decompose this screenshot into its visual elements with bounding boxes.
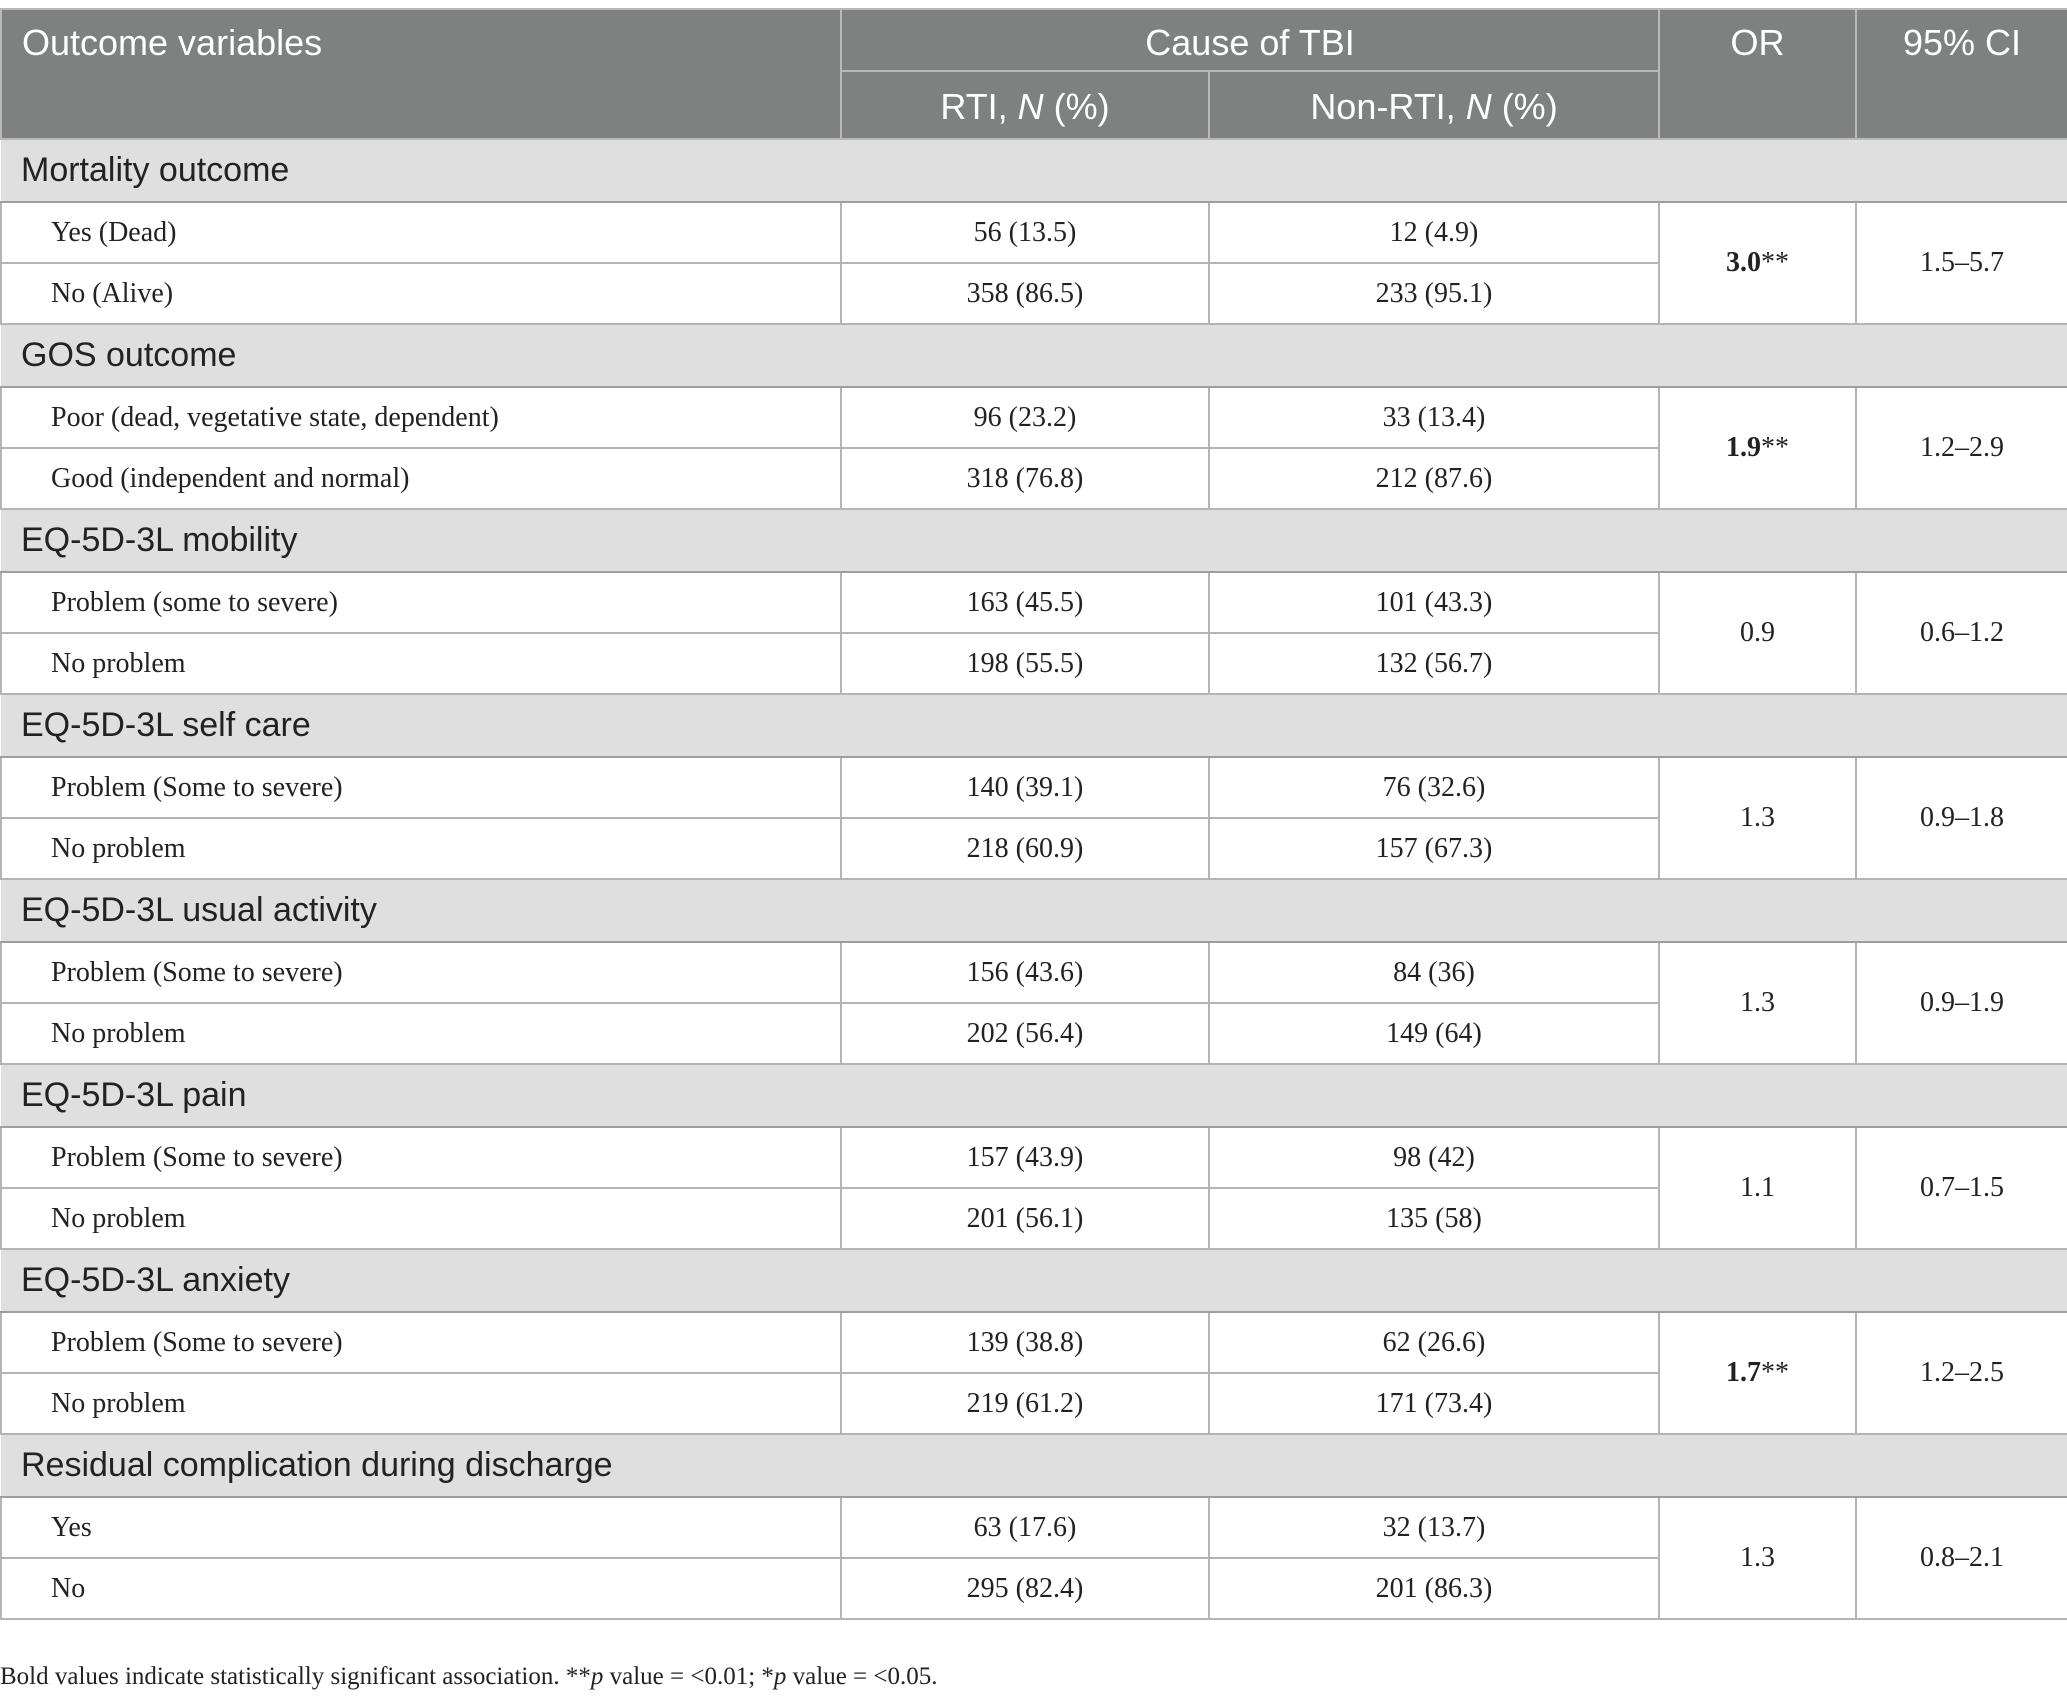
- section-row: [1, 324, 2067, 387]
- row-label: No problem: [1, 1003, 841, 1064]
- table-row: [1, 387, 2067, 448]
- header-nonrti-label: Non-RTI,: [1310, 86, 1466, 127]
- significance-stars: **: [1761, 247, 1790, 278]
- odds-ratio-value: [1659, 387, 1856, 509]
- header-outcome-variables: Outcome variables: [1, 9, 841, 139]
- rti-value: 318 (76.8): [841, 448, 1209, 509]
- rti-value: 202 (56.4): [841, 1003, 1209, 1064]
- odds-ratio-value: [1659, 572, 1856, 694]
- section-title: EQ-5D-3L usual activity: [1, 879, 2067, 942]
- odds-ratio-value: [1659, 1312, 1856, 1434]
- section-title: Mortality outcome: [1, 139, 2067, 202]
- header-rti-pct: (%): [1043, 86, 1110, 127]
- row-label: Problem (Some to severe): [1, 1312, 841, 1373]
- row-label: No problem: [1, 1373, 841, 1434]
- row-label: Yes: [1, 1497, 841, 1558]
- table-row: [1, 572, 2067, 633]
- non-rti-value: 33 (13.4): [1209, 387, 1659, 448]
- confidence-interval-value: 1.2–2.5: [1856, 1312, 2067, 1434]
- section-row: [1, 1434, 2067, 1497]
- results-table-container: [0, 8, 2067, 1620]
- row-label: No problem: [1, 633, 841, 694]
- odds-ratio-number: 1.9: [1726, 432, 1762, 463]
- header-rti-label: RTI,: [940, 86, 1018, 127]
- odds-ratio-value: [1659, 1127, 1856, 1249]
- rti-value: 163 (45.5): [841, 572, 1209, 633]
- non-rti-value: 12 (4.9): [1209, 202, 1659, 263]
- non-rti-value: 132 (56.7): [1209, 633, 1659, 694]
- significance-stars: **: [1761, 432, 1790, 463]
- section-title: EQ-5D-3L self care: [1, 694, 2067, 757]
- rti-value: 56 (13.5): [841, 202, 1209, 263]
- rti-value: 219 (61.2): [841, 1373, 1209, 1434]
- non-rti-value: 32 (13.7): [1209, 1497, 1659, 1558]
- non-rti-value: 62 (26.6): [1209, 1312, 1659, 1373]
- table-row: [1, 1312, 2067, 1373]
- non-rti-value: 157 (67.3): [1209, 818, 1659, 879]
- odds-ratio-number: 1.3: [1740, 802, 1776, 833]
- footnote-p2: p: [773, 1663, 787, 1690]
- section-title: GOS outcome: [1, 324, 2067, 387]
- section-row: [1, 139, 2067, 202]
- rti-value: 140 (39.1): [841, 757, 1209, 818]
- odds-ratio-value: [1659, 202, 1856, 324]
- confidence-interval-value: 0.8–2.1: [1856, 1497, 2067, 1619]
- rti-value: 63 (17.6): [841, 1497, 1209, 1558]
- odds-ratio-number: 1.3: [1740, 1542, 1776, 1573]
- section-row: [1, 509, 2067, 572]
- section-row: [1, 694, 2067, 757]
- section-title: EQ-5D-3L mobility: [1, 509, 2067, 572]
- odds-ratio-value: [1659, 757, 1856, 879]
- header-nonrti-pct: (%): [1491, 86, 1558, 127]
- section-title: EQ-5D-3L anxiety: [1, 1249, 2067, 1312]
- rti-value: 198 (55.5): [841, 633, 1209, 694]
- table-row: [1, 1127, 2067, 1188]
- row-label: Good (independent and normal): [1, 448, 841, 509]
- row-label: No problem: [1, 1188, 841, 1249]
- row-label: No problem: [1, 818, 841, 879]
- header-rti: [841, 71, 1209, 139]
- confidence-interval-value: 1.5–5.7: [1856, 202, 2067, 324]
- section-title: Residual complication during discharge: [1, 1434, 2067, 1497]
- rti-value: 156 (43.6): [841, 942, 1209, 1003]
- rti-value: 218 (60.9): [841, 818, 1209, 879]
- section-title: EQ-5D-3L pain: [1, 1064, 2067, 1127]
- outcome-table: [0, 8, 2067, 1620]
- rti-value: 295 (82.4): [841, 1558, 1209, 1619]
- confidence-interval-value: 0.9–1.8: [1856, 757, 2067, 879]
- footnote-p1: p: [590, 1663, 604, 1690]
- header-non-rti: [1209, 71, 1659, 139]
- header-or: OR: [1659, 9, 1856, 139]
- row-label: Problem (Some to severe): [1, 757, 841, 818]
- row-label: Yes (Dead): [1, 202, 841, 263]
- header-cause-of-tbi: Cause of TBI: [841, 9, 1659, 71]
- row-label: No: [1, 1558, 841, 1619]
- header-nonrti-n: N: [1465, 86, 1492, 127]
- table-row: [1, 757, 2067, 818]
- odds-ratio-number: 3.0: [1726, 247, 1762, 278]
- non-rti-value: 233 (95.1): [1209, 263, 1659, 324]
- non-rti-value: 98 (42): [1209, 1127, 1659, 1188]
- odds-ratio-number: 1.7: [1726, 1357, 1762, 1388]
- non-rti-value: 76 (32.6): [1209, 757, 1659, 818]
- non-rti-value: 212 (87.6): [1209, 448, 1659, 509]
- table-header: [1, 9, 2067, 139]
- non-rti-value: 101 (43.3): [1209, 572, 1659, 633]
- row-label: Problem (Some to severe): [1, 1127, 841, 1188]
- header-rti-n: N: [1017, 86, 1044, 127]
- odds-ratio-number: 1.1: [1740, 1172, 1776, 1203]
- table-body: [1, 139, 2067, 1619]
- footnote-part2: value = <0.01; *: [603, 1663, 774, 1690]
- section-row: [1, 1064, 2067, 1127]
- non-rti-value: 135 (58): [1209, 1188, 1659, 1249]
- confidence-interval-value: 0.7–1.5: [1856, 1127, 2067, 1249]
- footnote-part1: Bold values indicate statistically significant association. **: [0, 1663, 591, 1690]
- non-rti-value: 201 (86.3): [1209, 1558, 1659, 1619]
- rti-value: 96 (23.2): [841, 387, 1209, 448]
- confidence-interval-value: 0.9–1.9: [1856, 942, 2067, 1064]
- table-row: [1, 942, 2067, 1003]
- confidence-interval-value: 1.2–2.9: [1856, 387, 2067, 509]
- row-label: No (Alive): [1, 263, 841, 324]
- odds-ratio-number: 1.3: [1740, 987, 1776, 1018]
- row-label: Problem (some to severe): [1, 572, 841, 633]
- non-rti-value: 171 (73.4): [1209, 1373, 1659, 1434]
- confidence-interval-value: 0.6–1.2: [1856, 572, 2067, 694]
- odds-ratio-value: [1659, 942, 1856, 1064]
- row-label: Problem (Some to severe): [1, 942, 841, 1003]
- rti-value: 157 (43.9): [841, 1127, 1209, 1188]
- non-rti-value: 149 (64): [1209, 1003, 1659, 1064]
- section-row: [1, 879, 2067, 942]
- significance-stars: **: [1761, 1357, 1790, 1388]
- rti-value: 201 (56.1): [841, 1188, 1209, 1249]
- non-rti-value: 84 (36): [1209, 942, 1659, 1003]
- rti-value: 139 (38.8): [841, 1312, 1209, 1373]
- header-95-ci: 95% CI: [1856, 9, 2067, 139]
- table-row: [1, 1497, 2067, 1558]
- table-row: [1, 202, 2067, 263]
- table-footnote: [0, 1663, 938, 1691]
- odds-ratio-number: 0.9: [1740, 617, 1776, 648]
- row-label: Poor (dead, vegetative state, dependent): [1, 387, 841, 448]
- rti-value: 358 (86.5): [841, 263, 1209, 324]
- odds-ratio-value: [1659, 1497, 1856, 1619]
- section-row: [1, 1249, 2067, 1312]
- footnote-part3: value = <0.05.: [786, 1663, 938, 1690]
